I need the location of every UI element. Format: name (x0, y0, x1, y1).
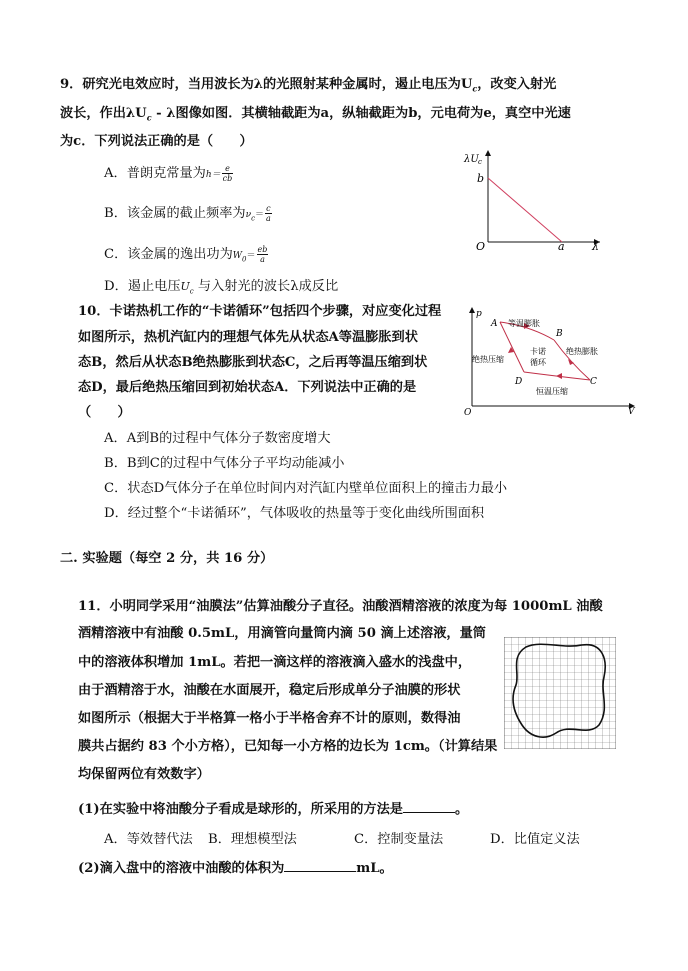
section-title: 二. 实验题（每空 2 分，共 16 分） (60, 551, 274, 566)
q9-option-a: A．普朗克常量为h＝ $\frac{e}{cb}$ (104, 164, 233, 183)
q11-sub1-option-b: B．理想模型法 (208, 832, 297, 847)
q10-option-c: C．状态D气体分子在单位时间内对汽缸内壁单位面积上的撞击力最小 (104, 481, 508, 496)
q10-line5: （ ） (78, 405, 131, 420)
q10-line4: 态D，最后绝热压缩回到初始状态A．下列说法中正确的是 (78, 380, 417, 395)
q9-graph (460, 146, 610, 252)
q9-a-label: a (558, 240, 565, 252)
q10-option-a: A．A到B的过程中气体分子数密度增大 (104, 431, 331, 446)
q10-label-adiabatic-compression: 绝热压缩 (472, 355, 504, 364)
q11-sub1: (1)在实验中将油酸分子看成是球形的，所采用的方法是 。 (78, 802, 469, 817)
q10-line1: 10．卡诺热机工作的“卡诺循环”包括四个步骤，对应变化过程 (78, 304, 442, 319)
q10-state-a: A (491, 319, 498, 329)
q11-sub2: (2)滴入盘中的溶液中油酸的体积为 mL。 (78, 861, 393, 876)
q9-b-label: b (477, 172, 485, 185)
q9-line1: 9．研究光电效应时，当用波长为λ的光照射某种金属时，遏止电压为$U_c$，改变入射光 (60, 77, 557, 94)
q10-state-c: C (590, 377, 597, 387)
q9-line3: 为c．下列说法正确的是（ ） (60, 134, 253, 149)
oil-film-grid (504, 637, 616, 749)
q9-option-c: C．该金属的逸出功为$W_0=$ $\frac{eb}{a}$ (104, 245, 268, 264)
q11-sub1-option-c: C．控制变量法 (354, 832, 444, 847)
q11-line3: 中的溶液体积增加 1mL。若把一滴这样的溶液滴入盛水的浅盘中， (78, 655, 472, 670)
q10-curve-bc (554, 340, 590, 380)
q10-label-cycle-1: 卡诺 (530, 347, 546, 356)
q10-option-b: B．B到C的过程中气体分子平均动能减小 (104, 456, 345, 471)
q10-o-label: O (464, 408, 472, 417)
q11-sub1-option-d: D．比值定义法 (490, 832, 580, 847)
q10-label-isothermal-expansion: 等温膨胀 (508, 319, 540, 328)
q10-label-adiabatic-expansion: 绝热膨胀 (566, 347, 598, 356)
q11-line6: 膜共占据约 83 个小方格），已知每一小方格的边长为 1cm。（计算结果 (78, 739, 498, 754)
q9-origin: O (476, 240, 486, 252)
q10-state-d: D (515, 377, 523, 387)
q9-y-label-sub: c (478, 158, 482, 166)
q10-line3: 态B，然后从状态B绝热膨胀到状态C，之后再等温压缩到状 (78, 355, 428, 370)
q10-label-isothermal-compression: 恒温压缩 (536, 387, 568, 396)
q11-line7: 均保留两位有效数字） (78, 767, 210, 782)
q11-sub2-blank[interactable] (284, 871, 356, 872)
q11-line5: 如图所示（根据大于半格算一格小于半格舍弃不计的原则，数得油 (78, 711, 461, 726)
q11-line2: 酒精溶液中有油酸 0.5mL，用滴管向量筒内滴 50 滴上述溶液，量筒 (78, 626, 486, 641)
q9-x-label: λ (592, 240, 599, 252)
q10-label-cycle-2: 循环 (530, 358, 546, 367)
q10-state-b: B (556, 329, 563, 339)
q10-v-label: V (628, 407, 635, 417)
q9-line2: 波长，作出$\lambda U_c$ - λ图像如图．其横轴截距为a，纵轴截距为b，元电荷为e，真空中光速 (60, 106, 571, 123)
q10-line2: 如图所示，热机汽缸内的理想气体先从状态A等温膨胀到状 (78, 330, 418, 345)
q9-option-b: B．该金属的截止频率为$\nu_c=$ $\frac{c}{a}$ (104, 204, 271, 223)
q10-p-label: p (476, 309, 482, 319)
q10-option-d: D．经过整个“卡诺循环”，气体吸收的热量等于变化曲线所围面积 (104, 506, 485, 521)
q9-y-label: λU (464, 154, 479, 165)
q9-option-d: D．遏止电压$U_c$ 与入射光的波长λ成反比 (104, 279, 339, 296)
q9-graph-line (488, 178, 562, 242)
q10-carnot-graph (460, 302, 640, 417)
q11-line1: 11．小明同学采用“油膜法”估算油酸分子直径。油酸酒精溶液的浓度为每 1000mL 油酸 (78, 599, 603, 614)
q11-line4: 由于酒精溶于水，油酸在水面展开，稳定后形成单分子油膜的形状 (78, 683, 461, 698)
q11-sub1-blank[interactable] (403, 812, 455, 813)
q10-curve-da (500, 322, 524, 372)
q11-sub1-option-a: A．等效替代法 (104, 832, 193, 847)
